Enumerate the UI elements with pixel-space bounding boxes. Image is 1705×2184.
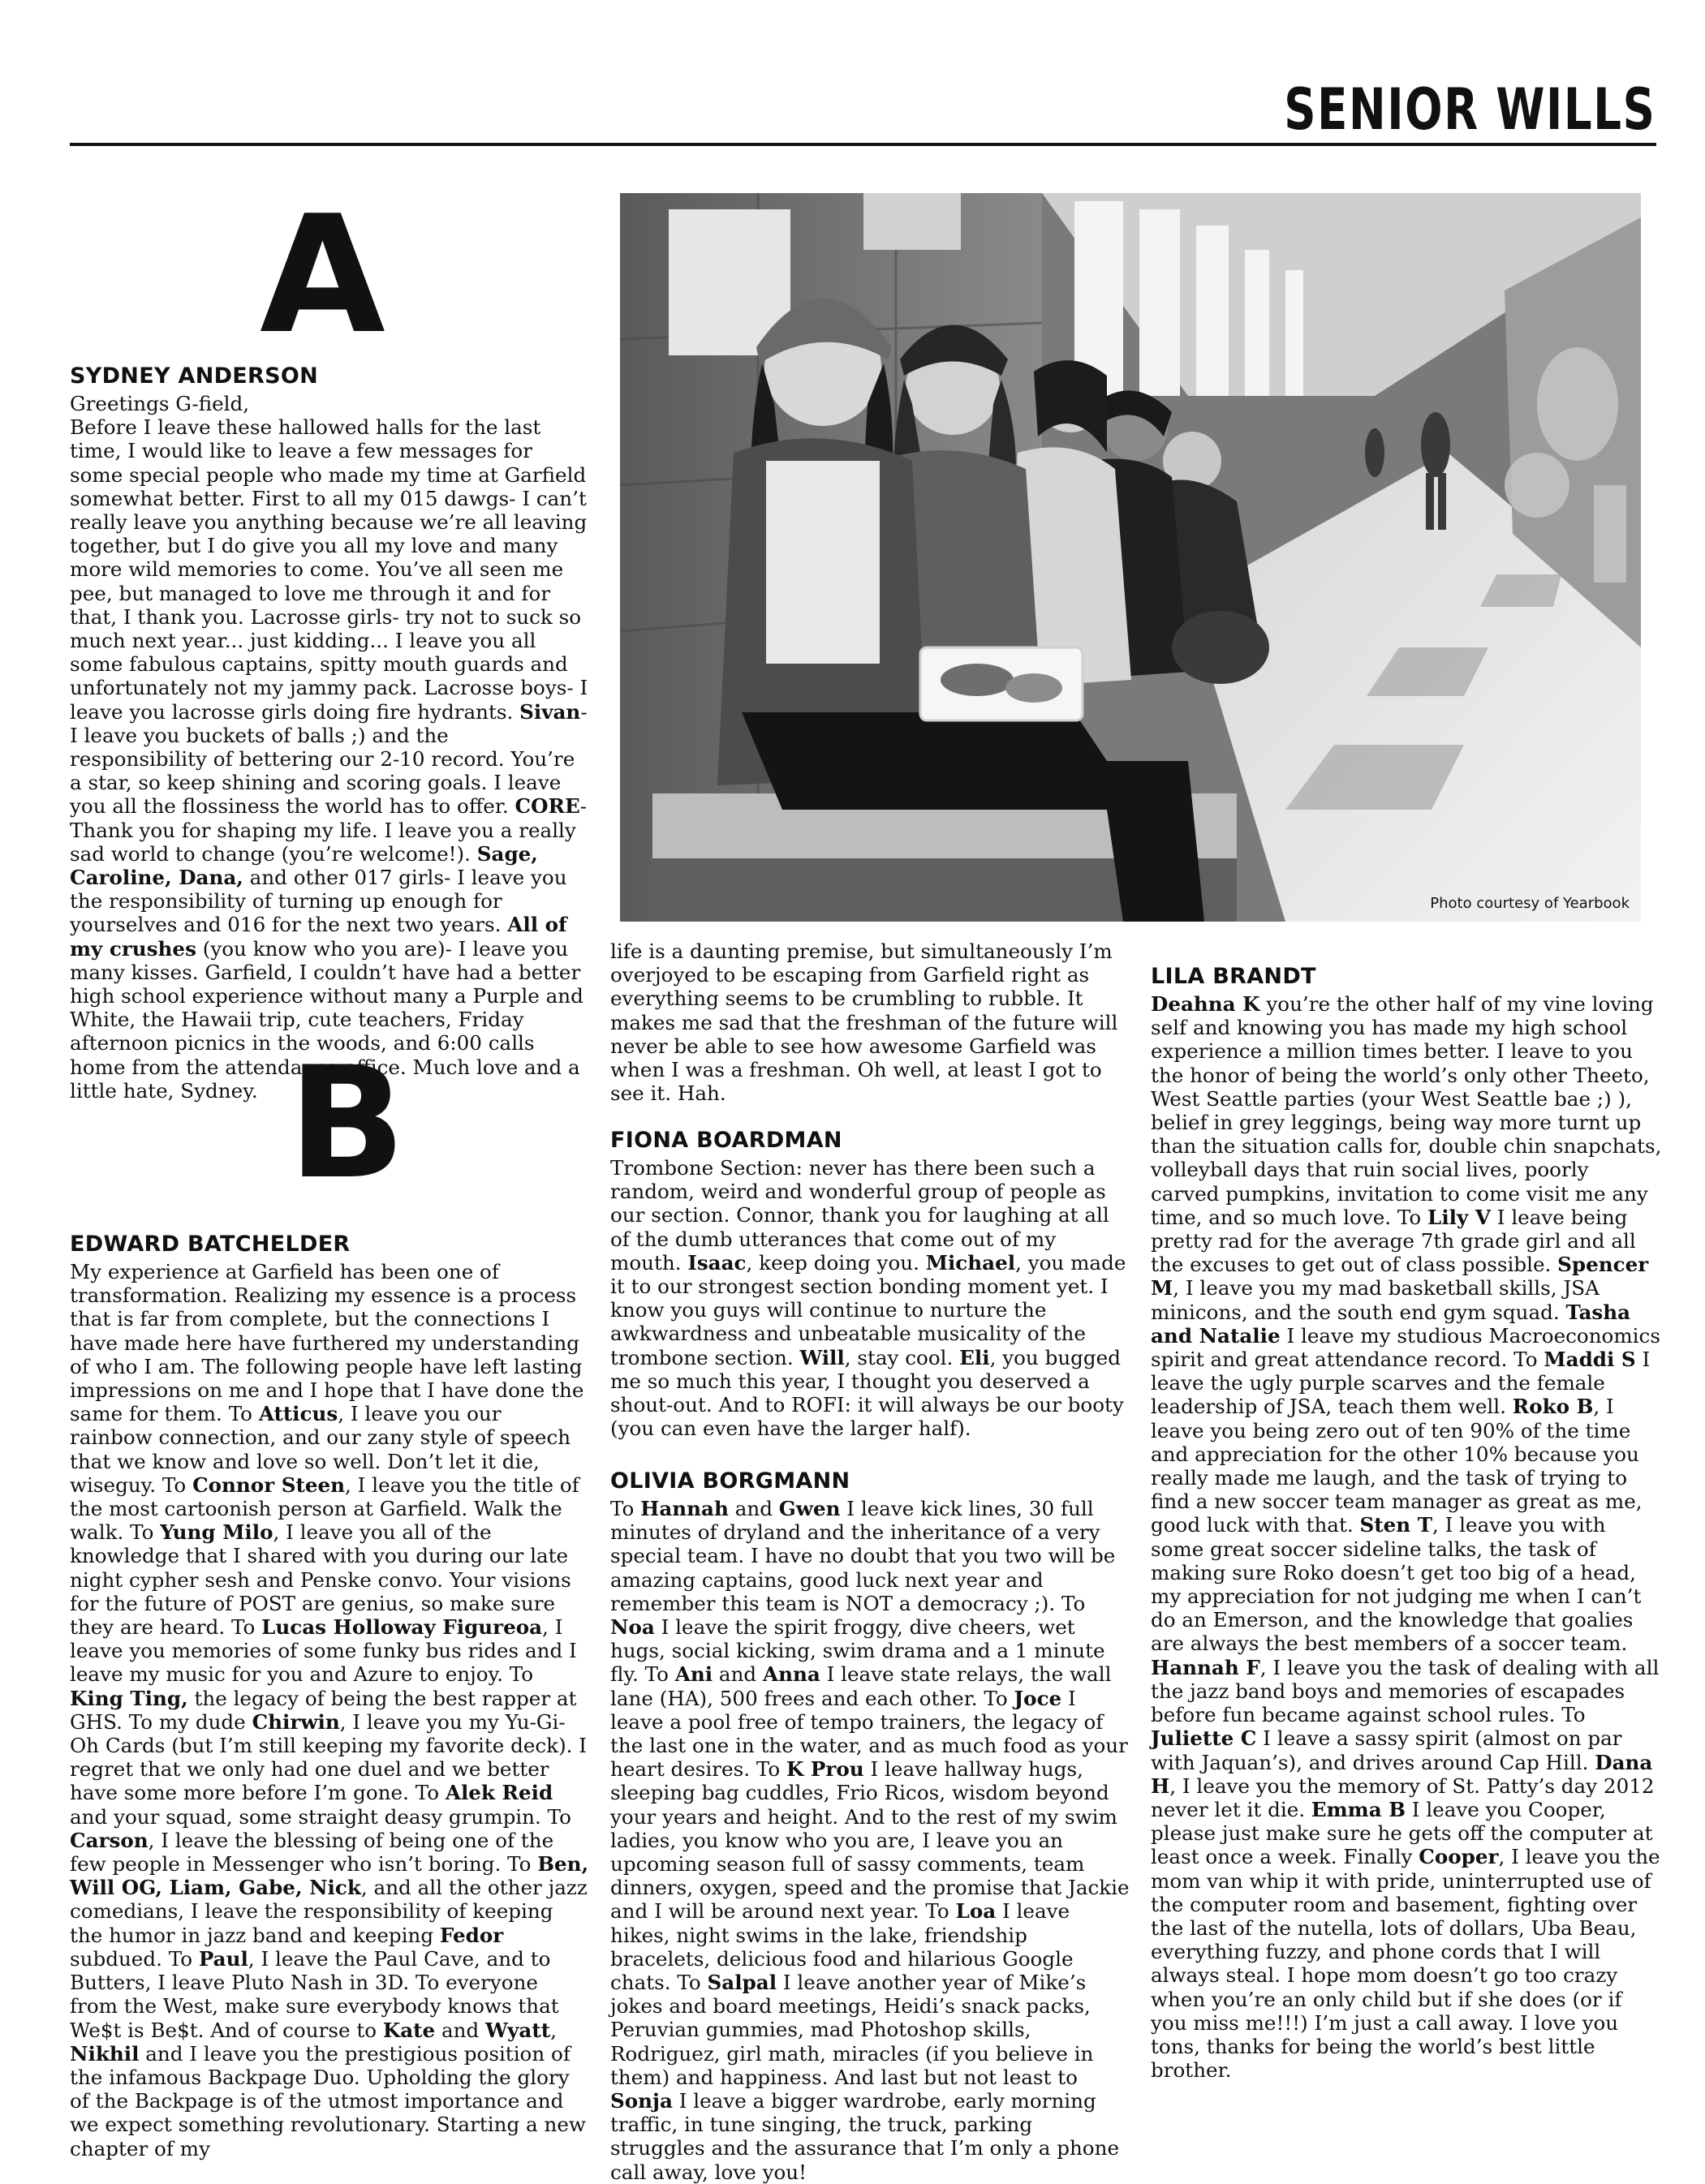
named-person: Fedor	[439, 1923, 504, 1947]
named-person: Sonja	[610, 2089, 673, 2113]
named-person: King Ting,	[70, 1686, 188, 1710]
hallway-photo	[620, 193, 1641, 922]
named-person: Michael	[925, 1250, 1016, 1275]
article-body: Greetings G-field, Before I leave these hallowed halls for the last time, I would like to leave a few messages for some special people who made my time at Garfield somewhat better. First to all my 015 dawgs- I can’t really leave you anything because we’re all leaving together, but I do give you all my love and many more wild memories to come. You’ve all seen me pee, but managed to love me through it and for that, I thank you. Lacrosse girls- try not to suck so much next year... just kidding... I leave you all some fabulous captains, spitty mouth guards and unfortunately not my jammy pack. Lacrosse boys- I leave you lacrosse girls doing fire hydrants. Sivan- I leave you buckets of balls ;) and the responsibility of bettering our 2-10 record. You’re a star, so keep shining and scoring goals. I leave you all the flossiness the world has to offer. CORE- Thank you for shaping my life. I leave you a really sad world to change (you’re welcome!). Sage, Caroline, Dana, and other 017 girls- I leave you the responsibility of turning up enough for yourselves and 016 for the next two years. All of my crushes (you know who you are)- I leave you many kisses. Garfield, I couldn’t have had a better high school experience without many a Purple and White, the Hawaii trip, cute teachers, Friday afternoon picnics in the woods, and 6:00 calls home from the attendance office. Much love and a little hate, Sydney.	[70, 392, 588, 1103]
named-person: Nikhil	[70, 2041, 140, 2066]
named-person: Emma B	[1311, 1797, 1406, 1821]
named-person: Chirwin	[252, 1709, 340, 1734]
named-person: Juliette C	[1151, 1726, 1257, 1751]
named-person: Ben, Will OG, Liam, Gabe, Nick	[70, 1852, 589, 1900]
article-sydney-anderson	[70, 363, 589, 1103]
named-person: Connor Steen	[192, 1472, 346, 1497]
article-name: SYDNEY ANDERSON	[70, 363, 319, 389]
named-person: Lily V	[1427, 1205, 1491, 1229]
named-person: Loa	[955, 1899, 997, 1924]
article-fiona-boardman	[610, 1128, 1130, 1440]
article-name: EDWARD BATCHELDER	[70, 1232, 351, 1257]
named-person: All of my crushes	[70, 913, 567, 961]
article-body: My experience at Garfield has been one of transformation. Realizing my essence is a process that is far from complete, but the connections I have made here have furthered my understanding of who I am. The following people have left lasting impressions on me and I hope that I have done the same for them. To Atticus, I leave you our rainbow connection, and our zany style of speech that we know and love so well. Don’t let it die, wiseguy. To Connor Steen, I leave you the title of the most cartoonish person at Garfield. Walk the walk. To Yung Milo, I leave you all of the knowledge that I shared with you during our late night cypher sesh and Penske convo. Your visions for the future of POST are genius, so make sure they are heard. To Lucas Holloway Figureoa, I leave you memories of some funky bus rides and I leave my music for you and Azure to enjoy. To King Ting, the legacy of being the best rapper at GHS. To my dude Chirwin, I leave you my Yu-Gi-Oh Cards (but I’m still keeping my favorite deck). I regret that we only had one duel and we better have some more before I’m gone. To Alek Reid and your squad, some straight deasy grumpin. To Carson, I leave the blessing of being one of the few people in Messenger who isn’t boring. To Ben, Will OG, Liam, Gabe, Nick, and all the other jazz comedians, I leave the responsibility of keeping the humor in jazz band and keeping Fedor subdued. To Paul, I leave the Paul Cave, and to Butters, I leave Pluto Nash in 3D. To everyone from the West, make sure everybody knows that We$t is Be$t. And of course to Kate and Wyatt, Nikhil and I leave you the prestigious position of the infamous Backpage Duo. Upholding the glory of the Backpage is of the utmost importance and we expect something revolutionary. Starting a new chapter of my	[70, 1260, 589, 2160]
named-person: Sten T	[1359, 1513, 1432, 1537]
named-person: K Prou	[786, 1757, 864, 1782]
named-person: Dana H	[1151, 1750, 1653, 1798]
named-person: CORE	[515, 794, 580, 819]
article-name: LILA BRANDT	[1151, 964, 1316, 989]
named-person: Sivan	[519, 699, 581, 724]
hallway-photo-illustration	[620, 193, 1641, 922]
named-person: Salpal	[707, 1971, 777, 1995]
named-person: Hannah	[640, 1497, 729, 1520]
named-person: Isaac	[687, 1250, 747, 1275]
named-person: Gwen	[778, 1497, 841, 1520]
article-body: Trombone Section: never has there been such a random, weird and wonderful group of people as our section. Connor, thank you for laughing at all of the dumb utterances that come out of my mouth. Isaac, keep doing you. Michael, you made it to our strongest section bonding moment yet. I know you guys will continue to nurture the awkwardness and unbeatable musicality of the trombone section. Will, stay cool. Eli, you bugged me so much this year, I thought you deserved a shout-out. And to ROFI: it will always be our booty (you can even have the larger half).	[610, 1156, 1126, 1441]
named-person: Ani	[674, 1662, 713, 1687]
named-person: Sage, Caroline, Dana,	[70, 841, 538, 890]
article-body: life is a daunting premise, but simultaneously I’m overjoyed to be escaping from Garfield right as everything seems to be crumbling to rubble. It makes me sad that the freshman of the future will never be able to see how awesome Garfield was when I was a freshman. Oh well, at least I got to see it. Hah.	[610, 939, 1118, 1106]
named-person: Lucas Holloway Figureoa	[261, 1615, 543, 1640]
named-person: Maddi S	[1544, 1348, 1636, 1372]
section-letter-b: B	[288, 1034, 406, 1213]
named-person: Wyatt	[485, 2018, 551, 2042]
section-letter-a: A	[260, 181, 385, 370]
named-person: Anna	[763, 1662, 820, 1687]
named-person: Deahna K	[1151, 992, 1260, 1016]
photo-credit: Photo courtesy of Yearbook	[1430, 895, 1630, 912]
named-person: Tasha and Natalie	[1151, 1300, 1631, 1348]
named-person: Paul	[198, 1946, 248, 1971]
named-person: Noa	[610, 1615, 655, 1640]
named-person: Cooper	[1419, 1845, 1499, 1869]
named-person: Will	[799, 1345, 845, 1369]
article-edward-batchelder	[70, 1232, 589, 2160]
header-rule	[70, 143, 1656, 146]
named-person: Eli	[959, 1345, 990, 1369]
named-person: Kate	[382, 2018, 436, 2042]
section-title: SENIOR WILLS	[1284, 76, 1656, 143]
named-person: Roko B	[1512, 1395, 1594, 1419]
named-person: Joce	[1014, 1686, 1062, 1710]
article-lila-brandt	[1151, 964, 1662, 2082]
article-name: OLIVIA BORGMANN	[610, 1468, 850, 1494]
article-olivia-borgmann	[610, 1468, 1130, 2184]
article-name: FIONA BOARDMAN	[610, 1128, 842, 1153]
named-person: Atticus	[258, 1402, 338, 1426]
named-person: Hannah F	[1151, 1655, 1260, 1679]
named-person: Yung Milo	[160, 1520, 273, 1545]
article-body: Deahna K you’re the other half of my vine loving self and knowing you has made my high school experience a million times better. I leave to you the honor of being the world’s only other Theeto, West Seattle parties (your West Seattle bae ;) ), belief in grey leggings, being way more turnt up than the situation calls for, double chin snapchats, volleyball days that ruin social lives, poorly carved pumpkins, invitation to come visit me any time, and so much love. To Lily V I leave being pretty rad for the average 7th grade girl and all the excuses to get out of class possible. Spencer M, I leave you my mad basketball skills, JSA minicons, and the south end gym squad. Tasha and Natalie I leave my studious Macroeconomics spirit and great attendance record. To Maddi S I leave the ugly purple scarves and the female leadership of JSA, teach them well. Roko B, I leave you being zero out of ten 90% of the time and appreciation for the other 10% because you really made me laugh, and the task of trying to find a new soccer team manager as great as me, good luck with that. Sten T, I leave you with some great soccer sideline talks, the task of making sure Roko doesn’t get too big of a head, my appreciation for not judging me when I can’t do an Emerson, and the knowledge that goalies are always the best members of a soccer team. Hannah F, I leave you the task of dealing with all the jazz band boys and memories of escapades before fun became against school rules. To Juliette C I leave a sassy spirit (almost on par with Jaquan’s), and drives around Cap Hill. Dana H, I leave you the memory of St. Patty’s day 2012 never let it die. Emma B I leave you Cooper, please just make sure he gets off the computer at least once a week. Finally Cooper, I leave you the mom van whip it with pride, uninterrupted use of the computer room and basement, fighting over the last of the nutella, lots of dollars, Uba Beau, everything fuzzy, and phone cords that I will always steal. I hope mom doesn’t go too crazy when you’re an only child but if she does (or if you miss me!!!) I’m just a call away. I love you tons, thanks for being the world’s best little brother.	[1151, 992, 1662, 2083]
named-person: Spencer M	[1151, 1253, 1649, 1301]
named-person: Carson	[70, 1828, 149, 1852]
article-edward-batchelder-continued	[610, 939, 1130, 1105]
article-body: To Hannah and Gwen I leave kick lines, 30 full minutes of dryland and the inheritance of a very special team. I have no doubt that you two will be amazing captains, good luck next year and remember this team is NOT a democracy ;). To Noa I leave the spirit froggy, dive cheers, wet hugs, social kicking, swim drama and a 1 minute fly. To Ani and Anna I leave state relays, the wall lane (HA), 500 frees and each other. To Joce I leave a pool free of tempo trainers, the legacy of the last one in the water, and as much food as your heart desires. To K Prou I leave hallway hugs, sleeping bag cuddles, Frio Ricos, wisdom beyond your years and height. And to the rest of my swim ladies, you know who you are, I leave you an upcoming season full of sassy comments, team dinners, oxygen, speed and the promise that Jackie and I will be around next year. To Loa I leave hikes, night swims in the lake, friendship bracelets, delicious food and hilarious Google chats. To Salpal I leave another year of Mike’s jokes and board meetings, Heidi’s snack packs, Peruvian gummies, mad Photoshop skills, Rodriguez, girl math, miracles (if you believe in them) and happiness. And last but not least to Sonja I leave a bigger wardrobe, early morning traffic, in tune singing, the truck, parking struggles and the assurance that I’m only a phone call away, love you!	[610, 1497, 1130, 2184]
named-person: Alek Reid	[445, 1781, 553, 1805]
